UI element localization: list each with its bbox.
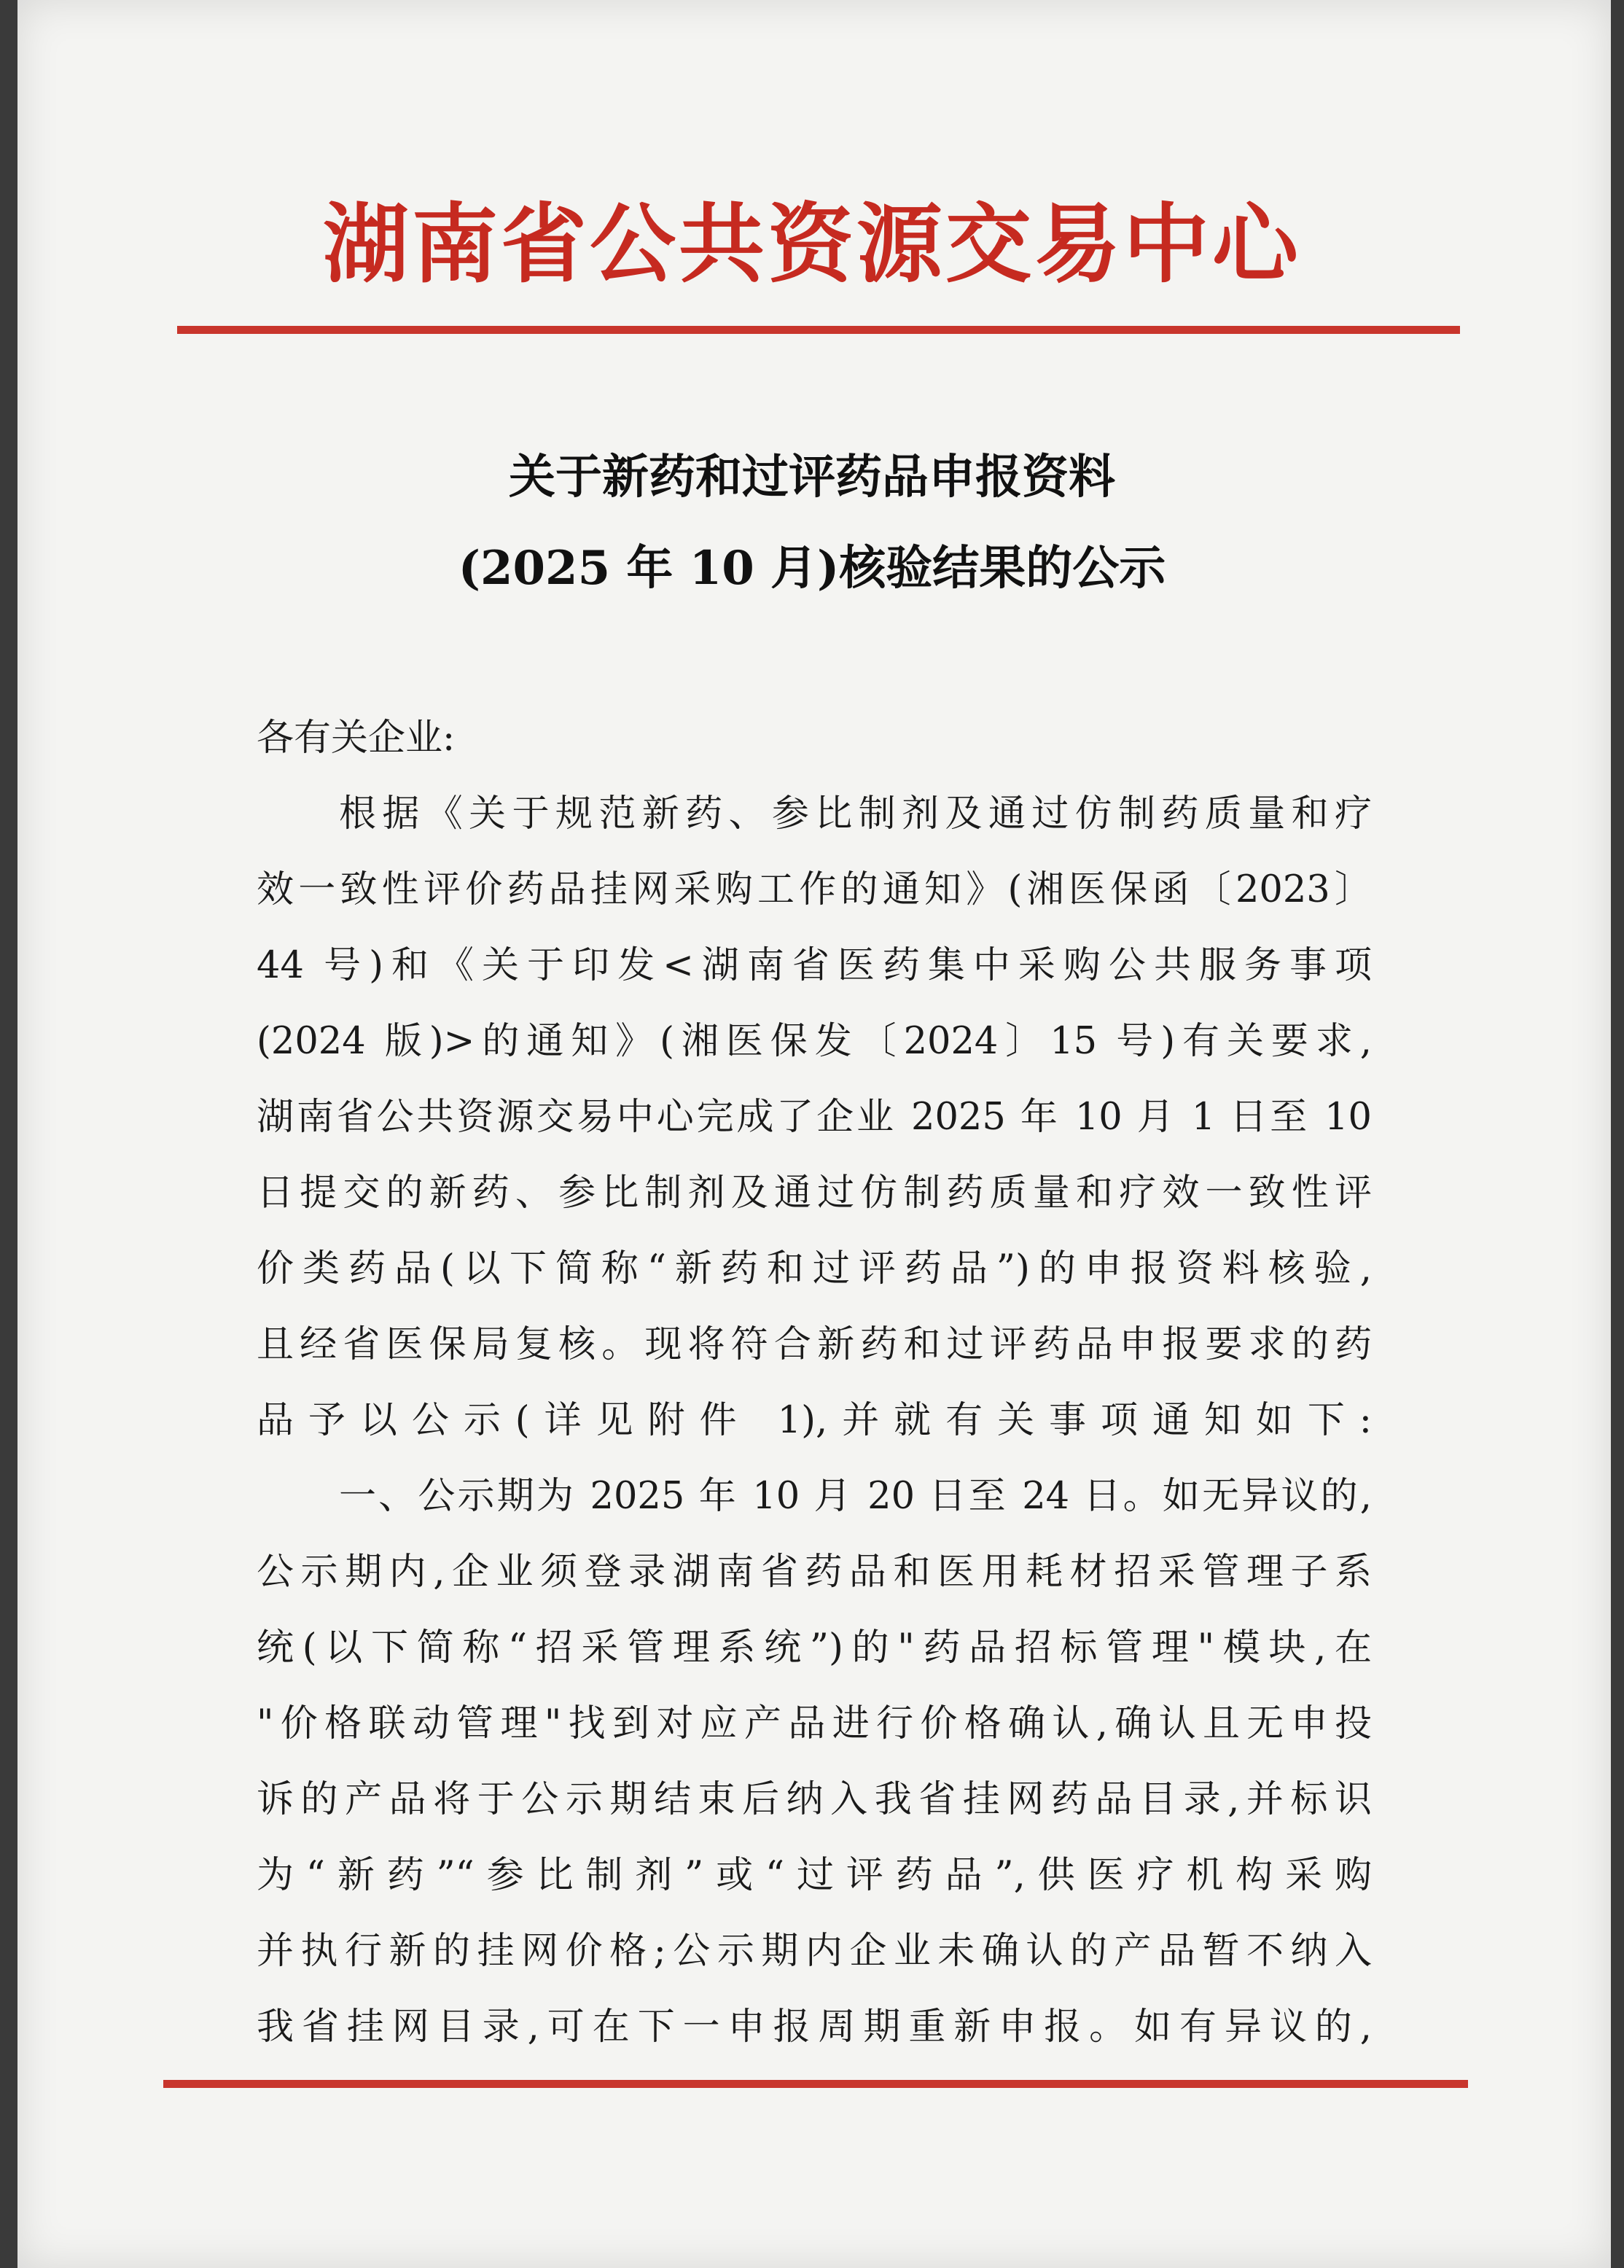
body-line: 一、公示期为 2025 年 10 月 20 日至 24 日。如无异议的,: [339, 1475, 1372, 1518]
body-line: 44 号)和《关于印发<湖南省医药集中采购公共服务事项: [257, 944, 1372, 987]
scan-edge-right: [1611, 0, 1624, 2268]
letterhead-bottom-rule: [163, 2080, 1468, 2088]
document-title-line-1: 关于新药和过评药品申报资料: [509, 450, 1115, 504]
body-line: 诉的产品将于公示期结束后纳入我省挂网药品目录,并标识: [257, 1778, 1372, 1821]
body-line: 我省挂网目录,可在下一申报周期重新申报。如有异议的,: [257, 2006, 1372, 2049]
scan-edge-left: [0, 0, 17, 2268]
body-line: 并执行新的挂网价格;公示期内企业未确认的产品暂不纳入: [257, 1930, 1372, 1973]
body-line: 价类药品(以下简称“新药和过评药品”)的申报资料核验,: [257, 1247, 1372, 1290]
body-line: 根据《关于规范新药、参比制剂及通过仿制药质量和疗: [339, 792, 1372, 835]
salutation: 各有关企业:: [257, 717, 456, 760]
body-line: 湖南省公共资源交易中心完成了企业 2025 年 10 月 1 日至 10: [257, 1096, 1372, 1139]
body-line: 统(以下简称“招采管理系统”)的"药品招标管理"模块,在: [257, 1626, 1372, 1669]
document-title-line-2: (2025 年 10 月)核验结果的公示: [458, 541, 1166, 596]
body-line: 为“新药”“参比制剂”或“过评药品”,供医疗机构采购: [257, 1854, 1372, 1897]
body-line: 且经省医保局复核。现将符合新药和过评药品申报要求的药: [257, 1323, 1372, 1366]
letterhead-org-title: 湖南省公共资源交易中心: [322, 193, 1301, 295]
body-line: 效一致性评价药品挂网采购工作的通知》(湘医保函〔2023〕: [257, 868, 1372, 911]
body-line: (2024 版)>的通知》(湘医保发〔2024〕15 号)有关要求,: [257, 1020, 1372, 1063]
body-line: 品予以公示(详见附件 1),并就有关事项通知如下:: [257, 1399, 1372, 1442]
letterhead-top-rule: [177, 326, 1460, 334]
body-line: 日提交的新药、参比制剂及通过仿制药质量和疗效一致性评: [257, 1172, 1372, 1215]
body-line: "价格联动管理"找到对应产品进行价格确认,确认且无申投: [257, 1702, 1372, 1745]
body-line: 公示期内,企业须登录湖南省药品和医用耗材招采管理子系: [257, 1551, 1372, 1594]
